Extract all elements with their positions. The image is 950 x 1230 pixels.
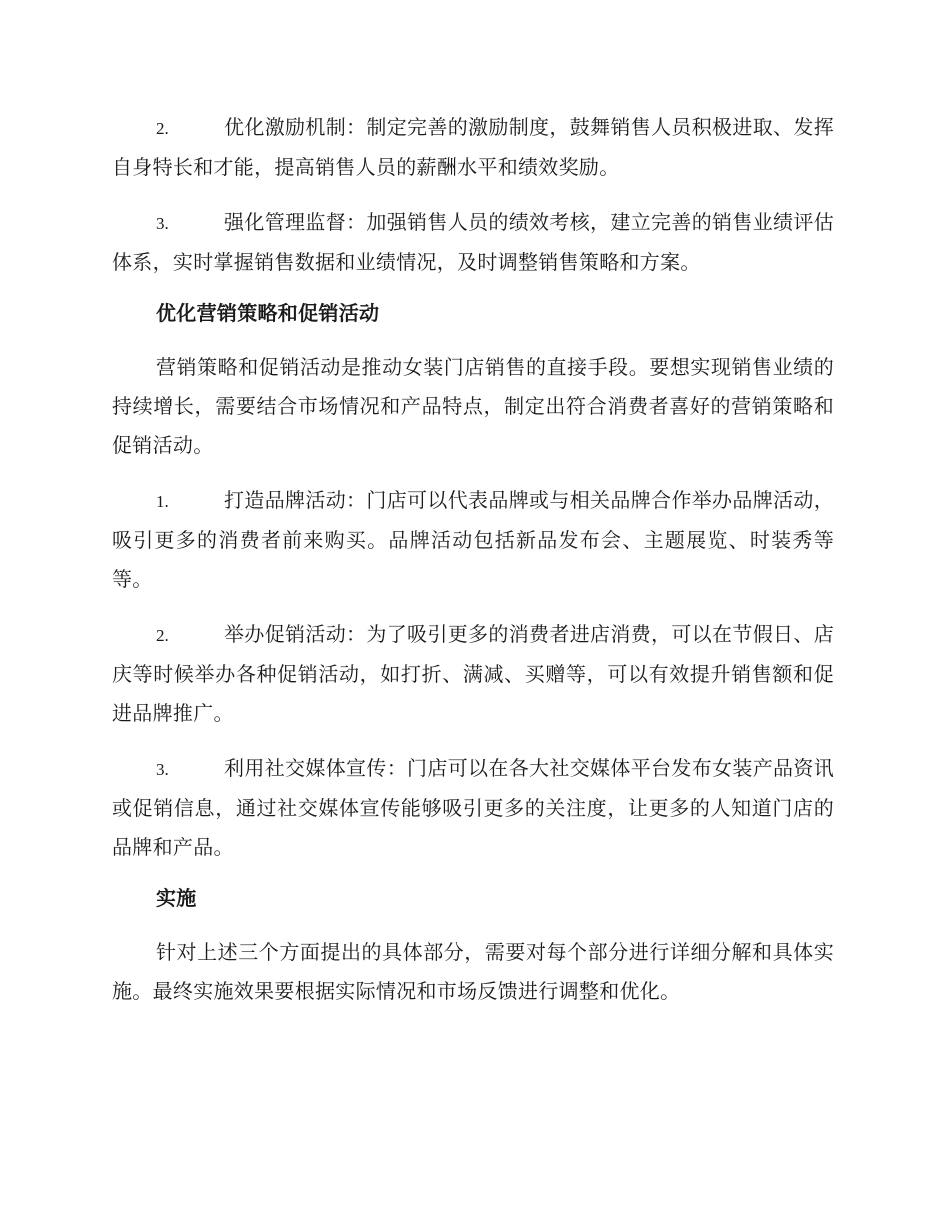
paragraph-marketing-intro: 营销策略和促销活动是推动女装门店销售的直接手段。要想实现销售业绩的持续增长，需要结合市场情况和产品特点，制定出符合消费者喜好的营销策略和促销活动。 [112, 355, 834, 457]
list-item-brand-activity [112, 481, 834, 599]
list-item-social-media [112, 749, 834, 867]
list-text: 利用社交媒体宣传：门店可以在各大社交媒体平台发布女装产品资讯或促销信息，通过社交媒体宣传能够吸引更多的关注度，让更多的人知道门店的品牌和产品。 [112, 756, 834, 859]
paragraph-implementation: 针对上述三个方面提出的具体部分，需要对每个部分进行详细分解和具体实施。最终实施效果要根据实际情况和市场反馈进行调整和优化。 [112, 940, 834, 1003]
list-text: 举办促销活动：为了吸引更多的消费者进店消费，可以在节假日、店庆等时候举办各种促销活动，如打折、满减、买赠等，可以有效提升销售额和促进品牌推广。 [112, 622, 834, 725]
list-item-supervision [112, 203, 834, 282]
list-number: 2. [156, 626, 169, 645]
list-item-promotion [112, 615, 834, 733]
list-number: 2. [156, 119, 169, 138]
section-heading-implementation: 实施 [156, 886, 197, 910]
list-text: 优化激励机制：制定完善的激励制度，鼓舞销售人员积极进取、发挥自身特长和才能，提高销售人员的薪酬水平和绩效奖励。 [112, 115, 834, 179]
list-number: 1. [156, 492, 169, 511]
document-content [112, 108, 834, 1027]
list-text: 强化管理监督：加强销售人员的绩效考核，建立完善的销售业绩评估体系，实时掌握销售数据和业绩情况，及时调整销售策略和方案。 [112, 210, 834, 274]
section-heading-marketing: 优化营销策略和促销活动 [156, 301, 380, 325]
list-number: 3. [156, 214, 169, 233]
list-number: 3. [156, 760, 169, 779]
list-text: 打造品牌活动：门店可以代表品牌或与相关品牌合作举办品牌活动，吸引更多的消费者前来购买。品牌活动包括新品发布会、主题展览、时装秀等等。 [112, 488, 834, 591]
list-item-incentive [112, 108, 834, 187]
